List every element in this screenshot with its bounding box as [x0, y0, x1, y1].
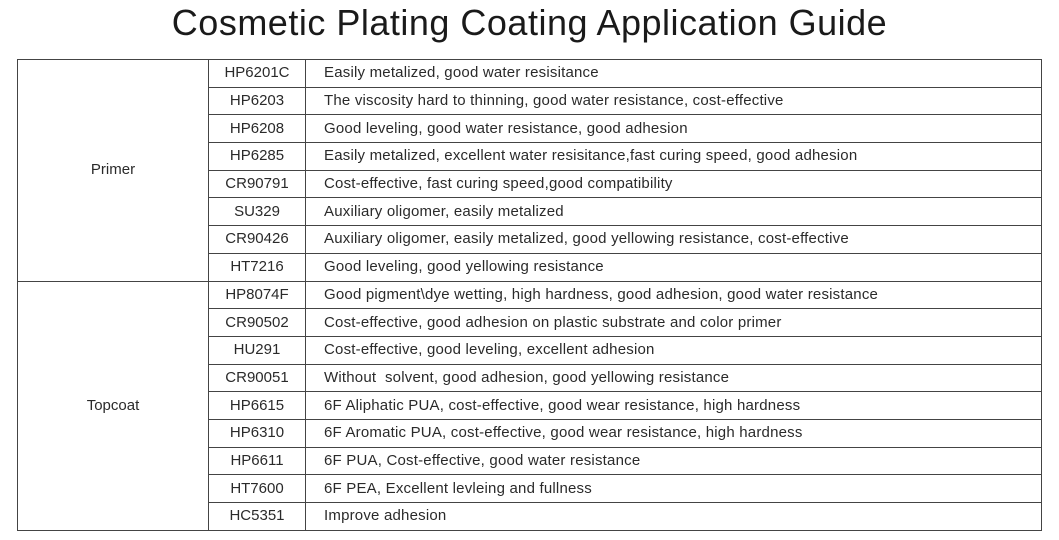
- product-description: Without solvent, good adhesion, good yellowing resistance: [306, 364, 1042, 392]
- product-description: Auxiliary oligomer, easily metalized: [306, 198, 1042, 226]
- table-row: [18, 60, 1042, 88]
- category-cell-primer: Primer: [18, 60, 209, 282]
- product-code: HP6310: [209, 419, 306, 447]
- product-code: HP8074F: [209, 281, 306, 309]
- product-description: Cost-effective, good adhesion on plastic substrate and color primer: [306, 309, 1042, 337]
- table-body: [18, 60, 1042, 531]
- product-description: Good leveling, good water resistance, good adhesion: [306, 115, 1042, 143]
- product-description: Auxiliary oligomer, easily metalized, good yellowing resistance, cost-effective: [306, 226, 1042, 254]
- application-guide-table: [17, 59, 1042, 531]
- product-description: Easily metalized, good water resisitance: [306, 60, 1042, 88]
- product-code: SU329: [209, 198, 306, 226]
- product-code: HP6208: [209, 115, 306, 143]
- category-cell-topcoat: Topcoat: [18, 281, 209, 530]
- product-description: Cost-effective, fast curing speed,good compatibility: [306, 170, 1042, 198]
- product-description: 6F Aromatic PUA, cost-effective, good wear resistance, high hardness: [306, 419, 1042, 447]
- product-code: HP6611: [209, 447, 306, 475]
- product-code: HC5351: [209, 503, 306, 531]
- product-code: HU291: [209, 336, 306, 364]
- product-description: 6F PUA, Cost-effective, good water resistance: [306, 447, 1042, 475]
- product-code: HP6201C: [209, 60, 306, 88]
- product-code: HT7600: [209, 475, 306, 503]
- product-description: Cost-effective, good leveling, excellent adhesion: [306, 336, 1042, 364]
- product-code: HP6285: [209, 143, 306, 171]
- product-description: Good pigment\dye wetting, high hardness, good adhesion, good water resistance: [306, 281, 1042, 309]
- product-code: HP6615: [209, 392, 306, 420]
- product-description: 6F Aliphatic PUA, cost-effective, good wear resistance, high hardness: [306, 392, 1042, 420]
- product-code: CR90791: [209, 170, 306, 198]
- product-description: 6F PEA, Excellent levleing and fullness: [306, 475, 1042, 503]
- table-row: [18, 281, 1042, 309]
- product-description: Easily metalized, excellent water resisitance,fast curing speed, good adhesion: [306, 143, 1042, 171]
- page-title: Cosmetic Plating Coating Application Guide: [171, 2, 888, 43]
- product-description: The viscosity hard to thinning, good water resistance, cost-effective: [306, 87, 1042, 115]
- product-code: HT7216: [209, 253, 306, 281]
- product-code: CR90502: [209, 309, 306, 337]
- product-code: HP6203: [209, 87, 306, 115]
- product-description: Improve adhesion: [306, 503, 1042, 531]
- product-code: CR90426: [209, 226, 306, 254]
- product-description: Good leveling, good yellowing resistance: [306, 253, 1042, 281]
- product-code: CR90051: [209, 364, 306, 392]
